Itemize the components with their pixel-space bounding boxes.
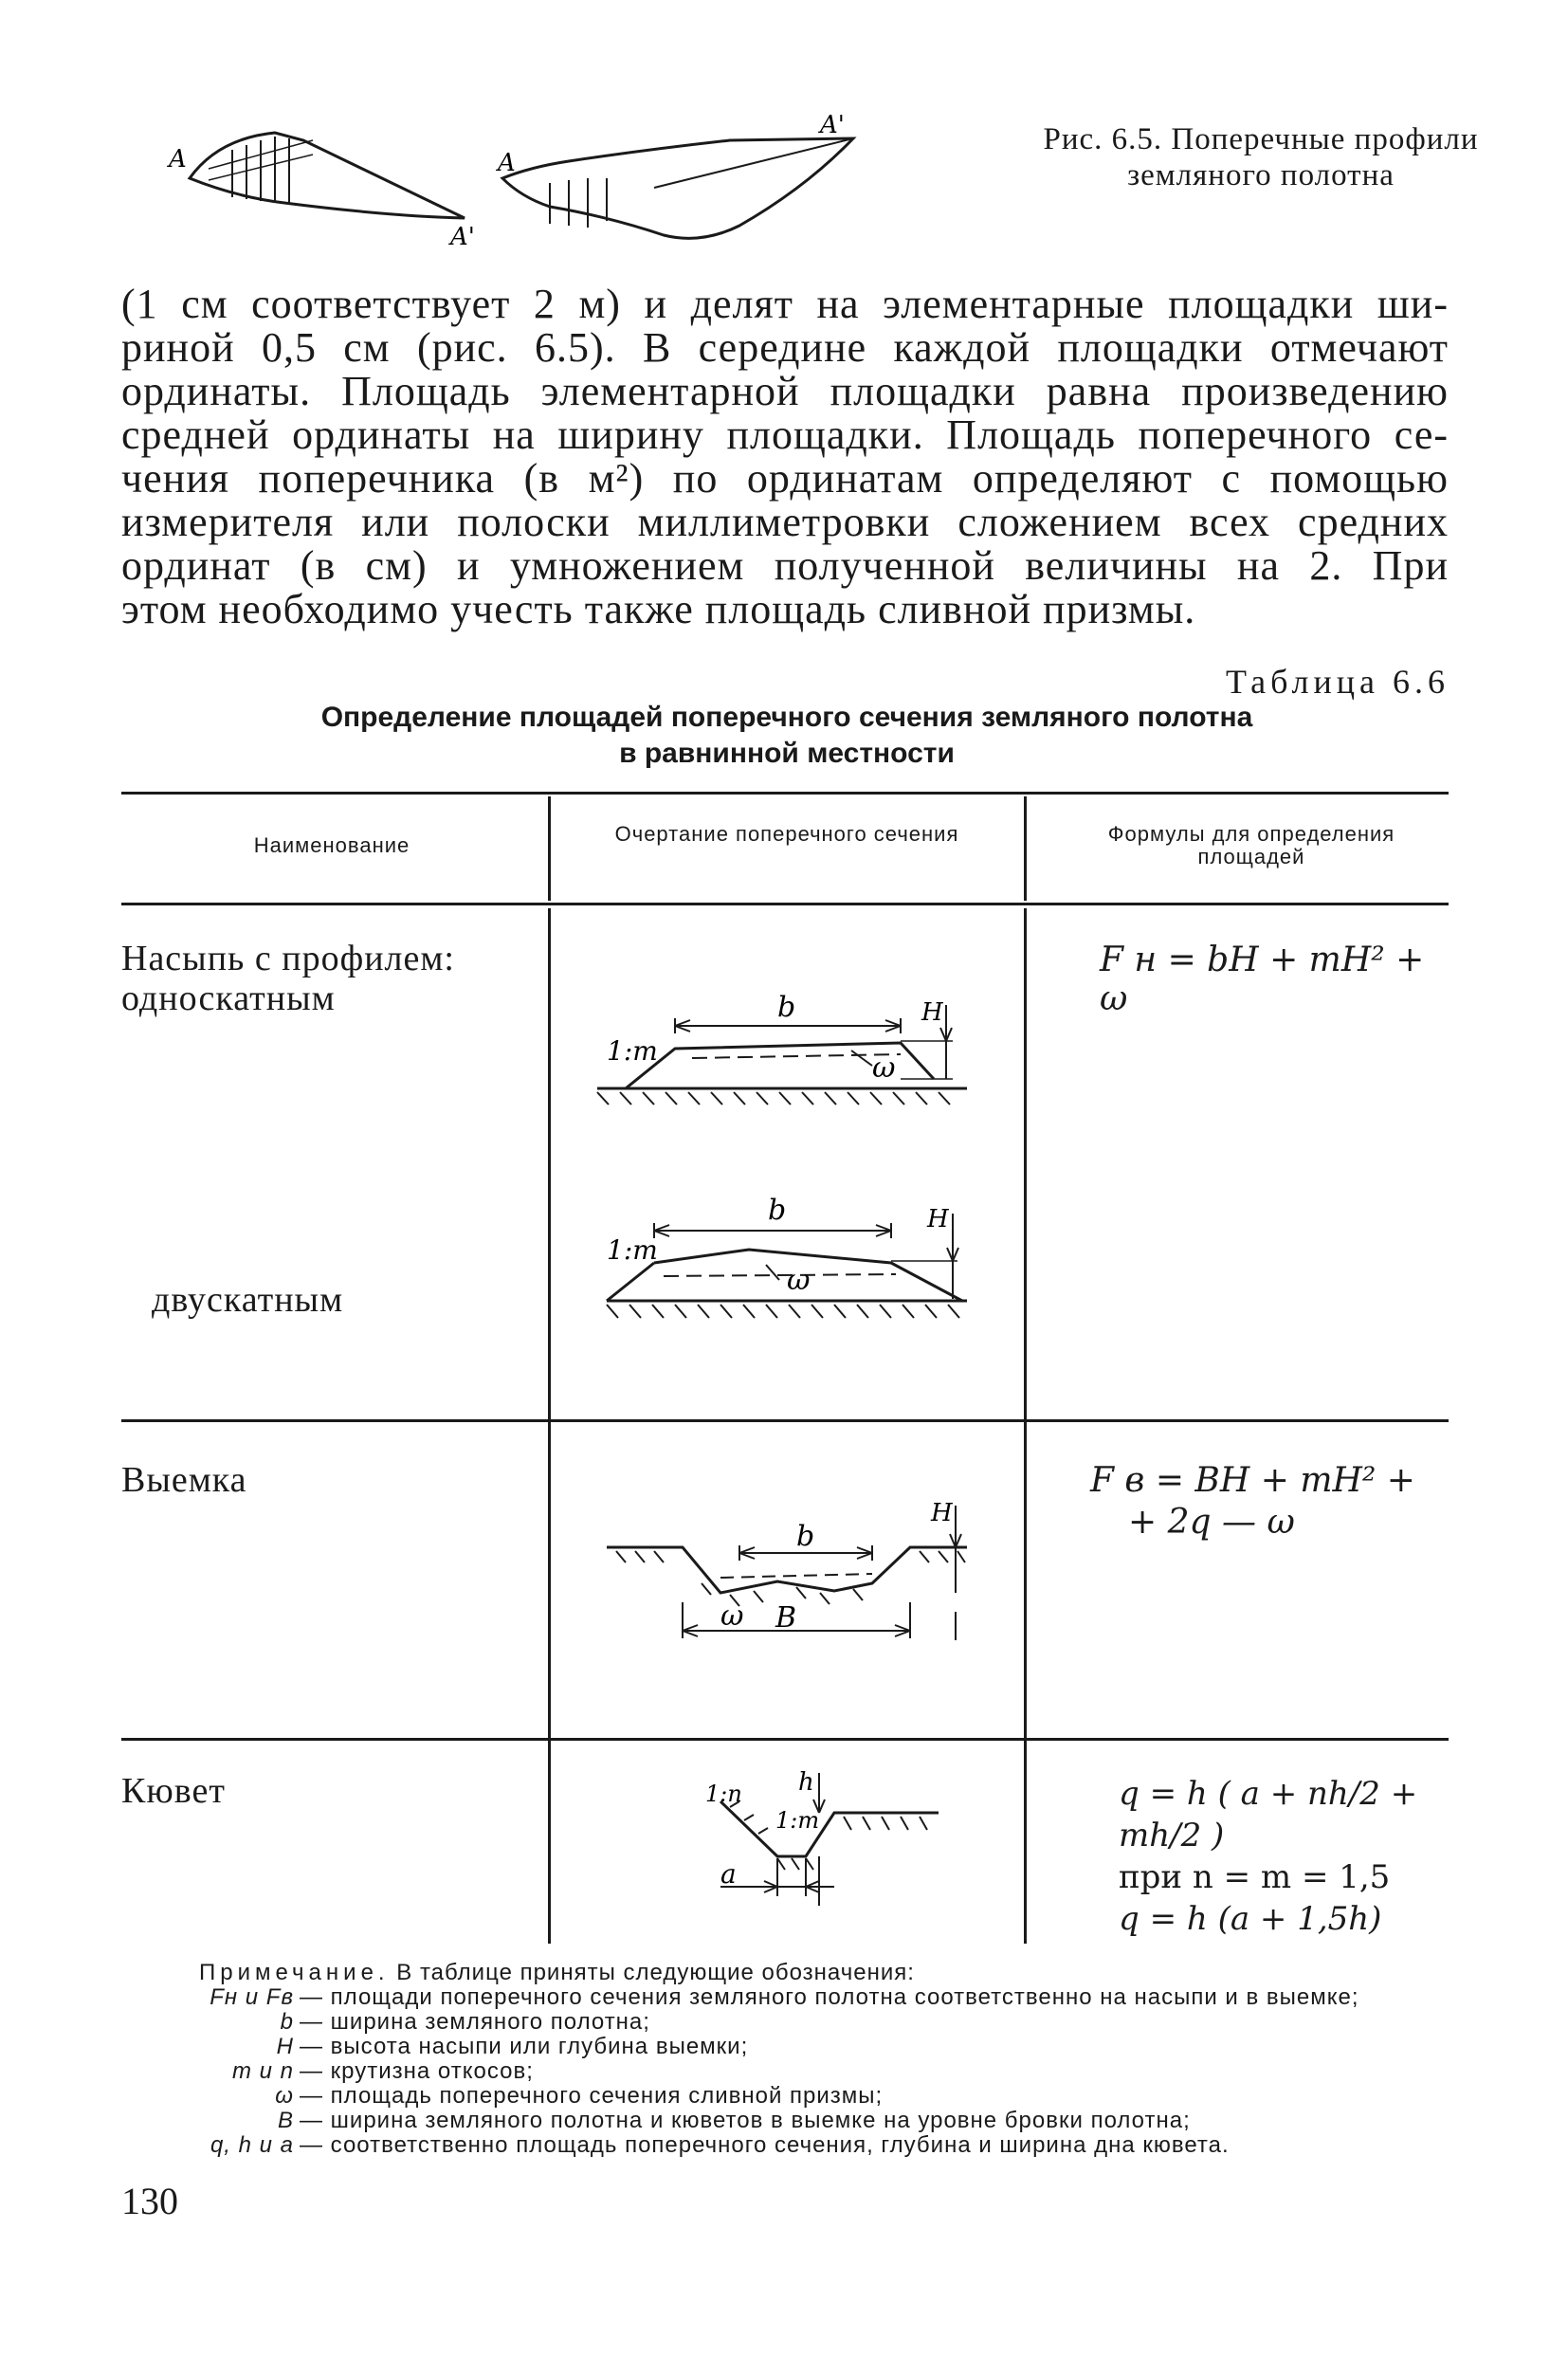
fig-label-a1: A	[169, 145, 187, 174]
sketch-label-slope: 1:m	[775, 1807, 820, 1834]
paragraph-line: ординат (в см) и умножением полученной величины на 2. При	[121, 542, 1449, 589]
row-cut-formula	[1090, 1460, 1441, 1544]
table-row-rule	[121, 1419, 1449, 1422]
table-title	[123, 700, 1450, 772]
note-text: — площади поперечного сечения земляного полотна соответственно на насыпи и в выемке;	[300, 1984, 1359, 2010]
note-intro: В таблице приняты следующие обозначения:	[396, 1960, 915, 1985]
fig-label-a2: A	[498, 149, 516, 177]
row-ditch-name: Кювет	[121, 1771, 226, 1811]
paragraph-line: ординаты. Площадь элементарной площадки равна произведению	[121, 368, 1449, 414]
sketch-label-slope: 1:m	[607, 1035, 658, 1067]
table-col-divider	[1024, 908, 1027, 1944]
table-title-line: Определение площадей поперечного сечения земляного полотна	[320, 702, 1253, 733]
table-col-divider	[548, 796, 551, 901]
sketch-label-omega: ω	[787, 1264, 811, 1297]
note-heading: Примечание.	[199, 1960, 390, 1985]
row-ditch-formula	[1119, 1773, 1460, 1940]
sketch-label-b: b	[768, 1194, 787, 1227]
sketch-label-omega: ω	[720, 1599, 744, 1633]
note-symbol: B	[277, 2108, 294, 2133]
figure-6-5	[152, 112, 891, 264]
cut-formula-line: F в = BH + mH² +	[1090, 1461, 1415, 1500]
note-text: — высота насыпи или глубина выемки;	[300, 2034, 749, 2059]
note-text: — ширина земляного полотна и кюветов в выемке на уровне бровки полотна;	[300, 2108, 1191, 2133]
sketch-label-b: b	[777, 991, 796, 1024]
table-header-name: Наименование	[253, 833, 410, 857]
note-item	[199, 2109, 1460, 2133]
sketch-label-slope: 1:m	[607, 1234, 658, 1266]
table-top-rule	[121, 792, 1449, 795]
body-paragraph	[121, 283, 1449, 631]
sketch-label-slope-n: 1:n	[705, 1781, 742, 1807]
note-text: — соответственно площадь поперечного сечения, глубина и ширина дна кювета.	[300, 2132, 1230, 2158]
row-embankment-name: Насыпь с профилем: односкатным	[121, 939, 455, 1018]
ditch-formula-q: q = h ( a + nh/2 + mh/2 )	[1119, 1775, 1418, 1854]
note-symbol: q, h и a	[210, 2132, 294, 2158]
table-header-shape: Очертание поперечного сечения	[614, 822, 959, 846]
sketch-double-slope-embankment	[588, 1185, 986, 1346]
table-header-rule	[121, 903, 1449, 905]
ditch-formula-line: при n = m = 1,5	[1119, 1858, 1391, 1896]
note-header	[199, 1961, 1460, 1985]
page-number: 130	[121, 2180, 178, 2222]
note-text: — крутизна откосов;	[300, 2058, 534, 2084]
sketch-label-h: H	[927, 1205, 949, 1233]
sketch-ditch	[664, 1763, 948, 1925]
paragraph-line: чения поперечника (в м²) по ординатам определяют с помощью	[121, 455, 1449, 502]
sketch-label-h: H	[931, 1499, 953, 1527]
fig-label-a1-prime: A'	[450, 223, 475, 251]
note-symbol: Fн и Fв	[210, 1984, 294, 2010]
fig-label-a2-prime: A'	[820, 112, 845, 139]
table-title-line: в равнинной местности	[619, 738, 955, 769]
note-item	[199, 2035, 1460, 2059]
paragraph-line: риной 0,5 см (рис. 6.5). В середине каждой площадки отмечают	[121, 324, 1449, 371]
paragraph-line: этом необходимо учесть также площадь сливной призмы.	[121, 586, 1196, 632]
sketch-label-h: H	[921, 998, 943, 1027]
figure-caption: Рис. 6.5. Поперечные профили земляного полотна	[1043, 122, 1479, 192]
cut-formula-line: + 2q — ω	[1128, 1503, 1295, 1542]
paragraph-line: измерителя или полоски миллиметровки сложением всех средних	[121, 499, 1449, 545]
note-item	[199, 2084, 1460, 2109]
sketch-label-a: a	[720, 1858, 737, 1890]
sketch-cut	[588, 1479, 986, 1669]
paragraph-line: (1 см соответствует 2 м) и делят на элементарные площадки ши-	[121, 281, 1449, 327]
sketch-label-b: b	[796, 1520, 815, 1553]
table-number: Таблица 6.6	[1226, 663, 1449, 701]
row-embankment-sub: двускатным	[152, 1280, 344, 1320]
sketch-label-h-lower: h	[798, 1768, 814, 1797]
note-text: — ширина земляного полотна;	[300, 2009, 650, 2035]
note-symbol: H	[276, 2034, 294, 2059]
note-text: — площадь поперечного сечения сливной призмы;	[300, 2083, 884, 2109]
note-item	[199, 2133, 1460, 2158]
note-symbol: b	[280, 2009, 294, 2035]
table-header-formula: Формулы для определения площадей	[1107, 822, 1395, 868]
sketch-label-b-upper: B	[775, 1601, 797, 1635]
table-col-divider	[548, 908, 551, 1944]
note-symbol: m и n	[231, 2058, 294, 2084]
table-note	[199, 1961, 1460, 2158]
note-item	[199, 2010, 1460, 2035]
table-col-divider	[1024, 796, 1027, 901]
ditch-formula-line: q = h (a + 1,5h)	[1119, 1900, 1382, 1938]
row-embankment-formula: F н = bH + mH² + ω	[1100, 941, 1425, 1018]
table-row-rule	[121, 1738, 1449, 1741]
note-item	[199, 2059, 1460, 2084]
note-symbol: ω	[275, 2083, 294, 2109]
note-item	[199, 1985, 1460, 2010]
sketch-label-omega: ω	[872, 1051, 896, 1085]
row-cut-name: Выемка	[121, 1460, 247, 1500]
paragraph-line: средней ординаты на ширину площадки. Площадь поперечного се-	[121, 411, 1449, 458]
sketch-single-slope-embankment	[588, 967, 986, 1138]
